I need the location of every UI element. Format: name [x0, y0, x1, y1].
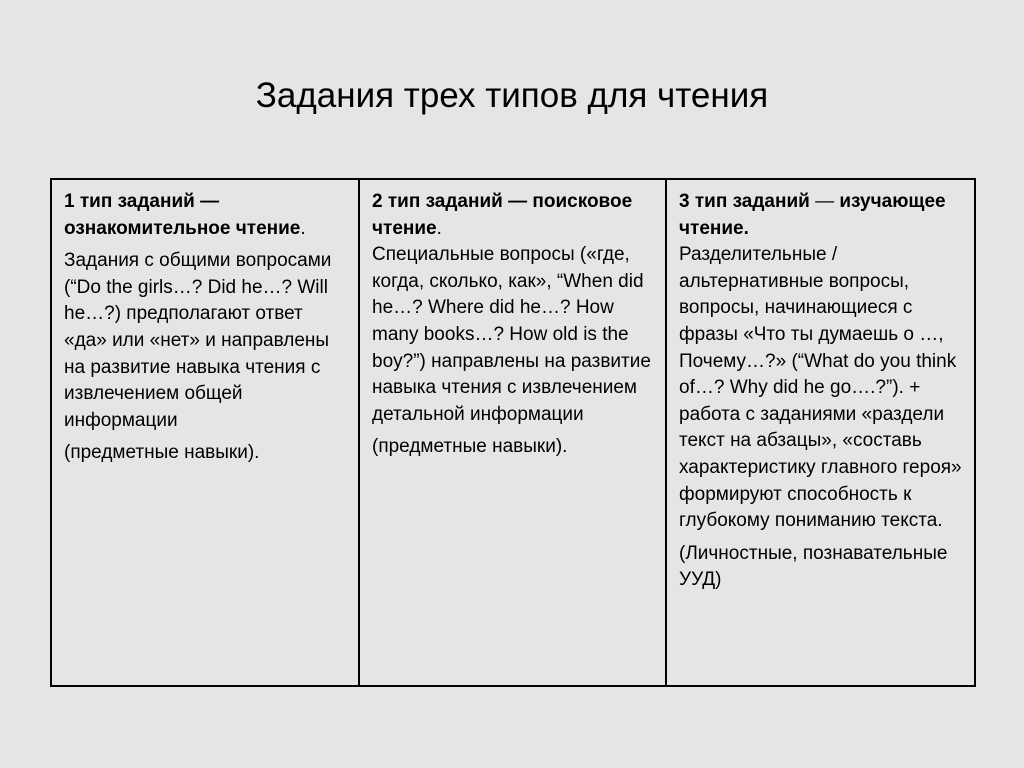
task-type-1-cell	[51, 179, 359, 686]
task-type-2-heading	[372, 189, 655, 428]
task-type-1-heading-tail: .	[300, 217, 306, 239]
task-type-2-cell	[359, 179, 666, 686]
task-type-3-skills: (Личностные, познавательные УУД)	[679, 542, 948, 591]
task-type-2-body: Специальные вопросы («где, когда, сколько, как», “When did he…? Where did he…? How many books…? How old is the boy?”) направлены на развитие навыка чтения с извлечением детальной информации	[372, 244, 651, 425]
task-type-1-skills: (предметные навыки).	[64, 442, 260, 464]
task-type-3-heading	[679, 189, 964, 535]
task-type-3-heading-bold-1: 3 тип заданий	[679, 191, 810, 212]
task-type-1-heading-bold: 1 тип заданий — ознакомительное чтение	[64, 191, 301, 239]
task-type-2-skills: (предметные навыки).	[372, 436, 568, 458]
task-types-table	[50, 178, 976, 687]
task-type-3-heading-bold-2: изучающее чтение.	[679, 191, 946, 239]
task-type-3-body: Разделительные / альтернативные вопросы, вопросы, начинающиеся с фразы «Что ты думаешь о …, Почему…?» (“What do you think of…? Why did he go….?”). + работа с заданиями «раздели текст на абзацы», «составь характеристику главного героя» формируют способность к глубокому пониманию текста.	[679, 244, 962, 532]
task-type-1-body: Задания с общими вопросами (“Do the girls…? Did he…? Will he…?) предполагают ответ «да» или «нет» и направлены на развитие навыка чтения с извлечением общей информации	[64, 250, 332, 431]
task-type-3-cell	[666, 179, 975, 686]
task-type-3-heading-mid: —	[809, 191, 840, 212]
slide-title: Задания трех типов для чтения	[255, 76, 769, 115]
table-row	[51, 179, 975, 686]
task-type-2-heading-tail: .	[436, 217, 442, 239]
task-type-2-heading-bold: 2 тип заданий — поисковое чтение	[372, 191, 633, 239]
task-type-1-heading	[64, 189, 348, 242]
